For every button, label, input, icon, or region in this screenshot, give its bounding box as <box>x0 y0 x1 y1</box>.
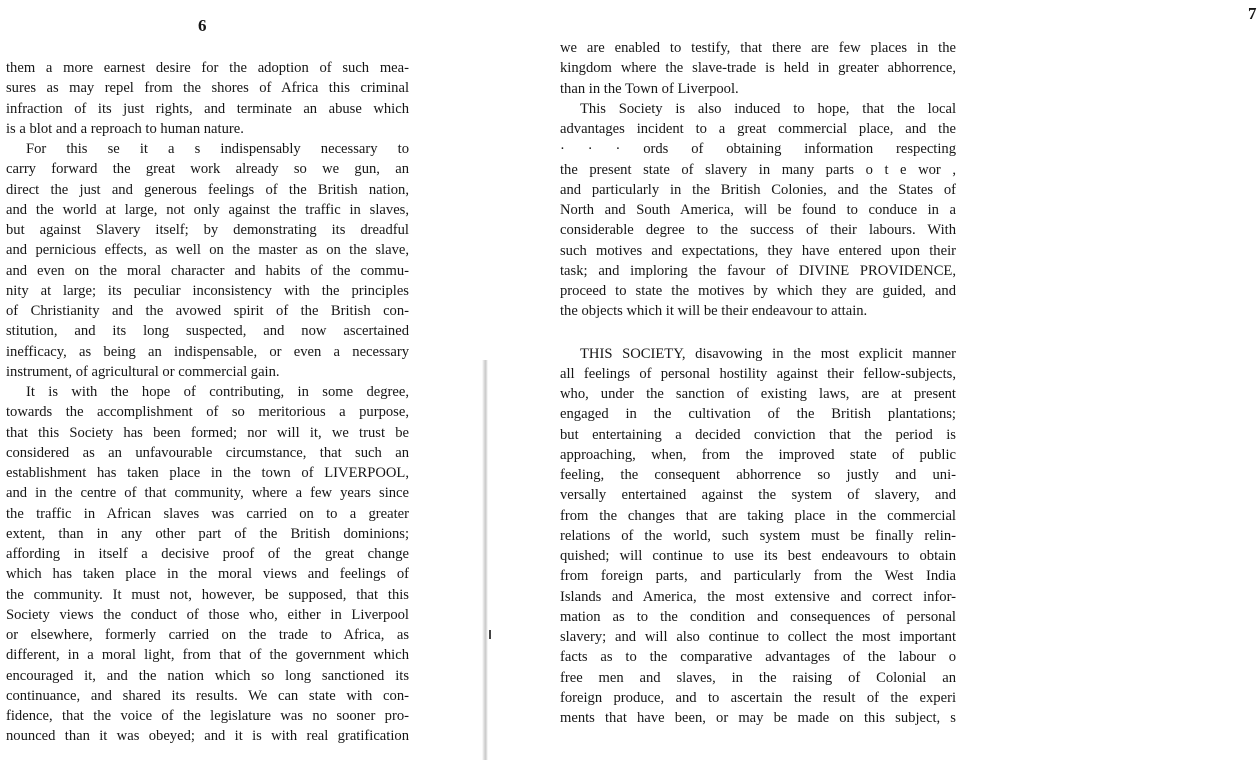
text-line: the present state of slavery in many parts o t e wor , <box>560 161 956 178</box>
page-number-left: 6 <box>198 16 207 35</box>
text-line: facts as to the comparative advantages of the labour o <box>560 649 956 666</box>
page-number-right: 7 <box>1248 4 1257 23</box>
text-line: direct the just and generous feelings of the British nation, <box>6 181 409 198</box>
text-line: and particularly in the British Colonies, and the States of <box>560 181 956 198</box>
text-line: which has taken place in the moral views and feelings of <box>6 566 409 583</box>
text-line: infraction of its just rights, and terminate an abuse which <box>6 100 409 117</box>
text-line: we are enabled to testify, that there are few places in the <box>560 40 956 56</box>
text-line: that this Society has been formed; nor will it, we trust be <box>6 424 409 441</box>
text-line: who, under the sanction of existing laws, are at present <box>560 386 956 402</box>
text-line: and the world at large, not only against the traffic in slaves, <box>6 201 409 218</box>
text-line: considered as an unfavourable circumstance, that such an <box>6 444 409 461</box>
text-line: THIS SOCIETY, disavowing in the most explicit manner <box>580 345 956 362</box>
text-line: and even on the moral character and habits of the commu- <box>6 262 409 279</box>
text-line: but against Slavery itself; by demonstrating its dreadful <box>6 222 409 238</box>
text-line: advantages incident to a great commercial place, and the <box>560 121 956 137</box>
text-line: the community. It must not, however, be supposed, that this <box>6 586 409 603</box>
text-line: versally entertained against the system of slavery, and <box>560 487 956 504</box>
paragraph-gap <box>560 322 956 344</box>
text-line: task; and imploring the favour of DIVINE PROVIDENCE, <box>560 262 956 279</box>
text-line: feeling, the consequent abhorrence so justly and uni- <box>560 467 956 483</box>
gutter-mark <box>489 630 491 639</box>
text-line: quished; will continue to use its best endeavours to obtain <box>560 548 956 564</box>
text-line: Islands and America, the most extensive and correct infor- <box>560 588 956 605</box>
text-line: It is with the hope of contributing, in some degree, <box>26 384 409 400</box>
text-line: from the changes that are taking place in the commercial <box>560 507 956 524</box>
text-line: extent, than in any other part of the British dominions; <box>6 525 409 542</box>
text-line: kingdom where the slave-trade is held in greater abhorrence, <box>560 60 956 77</box>
text-line: affording in itself a decisive proof of the great change <box>6 546 409 562</box>
text-line: from foreign parts, and particularly from the West India <box>560 568 956 585</box>
text-line: engaged in the cultivation of the British plantations; <box>560 406 956 423</box>
text-line: different, in a moral light, from that of the government which <box>6 647 409 664</box>
text-line: Society views the conduct of those who, either in Liverpool <box>6 606 409 623</box>
text-line: proceed to state the motives by which they are guided, and <box>560 283 956 299</box>
text-line: towards the accomplishment of so meritorious a purpose, <box>6 404 409 421</box>
text-line: such motives and expectations, they have entered upon their <box>560 242 956 259</box>
text-line: instrument, of agricultural or commercial gain. <box>6 363 280 380</box>
text-line: relations of the world, such system must be finally relin- <box>560 527 956 544</box>
text-line: considerable degree to the success of their labours. With <box>560 222 956 239</box>
left-page <box>0 0 470 760</box>
text-line: fidence, that the voice of the legislature was no sooner pro- <box>6 708 409 724</box>
text-line: nounced than it was obeyed; and it is with real gratification <box>6 728 409 745</box>
text-line: or elsewhere, formerly carried on the trade to Africa, as <box>6 627 409 643</box>
right-page-text <box>560 38 956 728</box>
text-line: slavery; and will also continue to collect the most important <box>560 629 956 645</box>
text-line: free men and slaves, in the raising of Colonial an <box>560 669 956 686</box>
text-line: continuance, and shared its results. We can state with con- <box>6 687 409 704</box>
text-line: and pernicious effects, as well on the master as on the slave, <box>6 242 409 259</box>
text-line: and in the centre of that community, where a few years since <box>6 485 409 502</box>
text-line: This Society is also induced to hope, that the local <box>580 100 956 117</box>
text-line: For this se it a s indispensably necessary to <box>26 141 409 157</box>
text-line: them a more earnest desire for the adoption of such mea- <box>6 60 409 76</box>
page-gutter <box>482 360 488 760</box>
text-line: of Christianity and the avowed spirit of the British con- <box>6 303 409 319</box>
text-line: stitution, and its long suspected, and now ascertained <box>6 323 409 340</box>
text-line: carry forward the great work already so we gun, an <box>6 161 409 178</box>
text-line: is a blot and a reproach to human nature. <box>6 120 244 137</box>
text-line: sures as may repel from the shores of Africa this criminal <box>6 80 409 97</box>
left-page-text <box>6 58 409 747</box>
text-line: all feelings of personal hostility against their fellow-subjects, <box>560 365 956 382</box>
text-line: mation as to the condition and consequences of personal <box>560 608 956 625</box>
text-line: approaching, when, from the improved state of public <box>560 446 956 463</box>
text-line: establishment has taken place in the town of LIVERPOOL, <box>6 465 409 481</box>
text-line: inefficacy, as being an indispensable, or even a necessary <box>6 343 409 360</box>
text-line: than in the Town of Liverpool. <box>560 80 739 97</box>
text-line: the objects which it will be their endeavour to attain. <box>560 303 868 320</box>
text-line: North and South America, will be found to conduce in a <box>560 202 956 218</box>
text-line: · · · ords of obtaining information respecting <box>560 141 956 158</box>
text-line: foreign produce, and to ascertain the result of the experi <box>560 689 956 706</box>
text-line: but entertaining a decided conviction that the period is <box>560 426 956 443</box>
text-line: the traffic in African slaves was carried on to a greater <box>6 505 409 522</box>
text-line: encouraged it, and the nation which so long sanctioned its <box>6 667 409 684</box>
text-line: nity at large; its peculiar inconsistency with the principles <box>6 282 409 299</box>
text-line: ments that have been, or may be made on this subject, s <box>560 710 956 726</box>
right-page <box>500 0 1257 760</box>
